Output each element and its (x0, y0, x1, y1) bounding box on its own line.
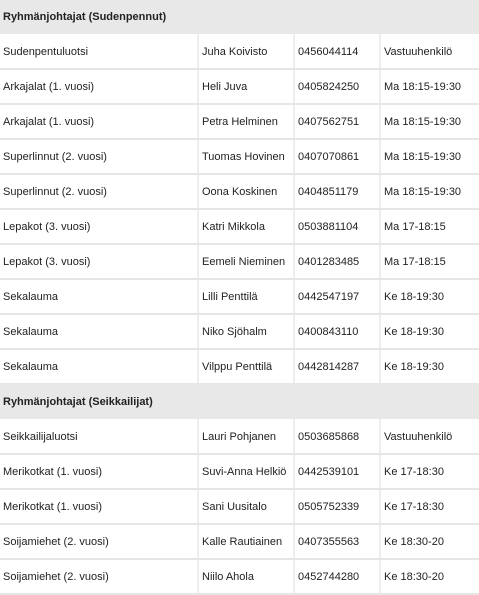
phone-cell: 0405824250 (294, 69, 380, 104)
table-row (0, 314, 479, 349)
meeting-time-cell: Ke 18:30-20 (380, 524, 479, 559)
group-cell: Lepakot (3. vuosi) (0, 209, 198, 244)
group-cell: Sekalauma (0, 314, 198, 349)
leader-cell: Suvi-Anna Helkiö (198, 454, 294, 489)
group-cell: Arkajalat (1. vuosi) (0, 69, 198, 104)
meeting-time-cell: Ke 17-18:30 (380, 454, 479, 489)
leader-cell: Niilo Ahola (198, 559, 294, 594)
meeting-time-cell: Ke 17-18:30 (380, 489, 479, 524)
group-cell: Sekalauma (0, 279, 198, 314)
leader-cell: Heli Juva (198, 69, 294, 104)
meeting-time-cell: Ma 18:15-19:30 (380, 174, 479, 209)
meeting-time-cell: Ke 18:30-20 (380, 559, 479, 594)
phone-cell: 0452744280 (294, 559, 380, 594)
table-row (0, 209, 479, 244)
group-cell: Merikotkat (1. vuosi) (0, 489, 198, 524)
table-row (0, 104, 479, 139)
meeting-time-cell: Ma 18:15-19:30 (380, 139, 479, 174)
table-row (0, 139, 479, 174)
group-cell: Lepakot (3. vuosi) (0, 244, 198, 279)
leader-cell: Lilli Penttilä (198, 279, 294, 314)
table-row (0, 174, 479, 209)
group-cell: Soijamiehet (2. vuosi) (0, 524, 198, 559)
table-row (0, 559, 479, 594)
meeting-time-cell: Vastuuhenkilö (380, 420, 479, 455)
leader-cell: Petra Helminen (198, 104, 294, 139)
section-header (0, 0, 479, 35)
group-cell: Superlinnut (2. vuosi) (0, 174, 198, 209)
phone-cell: 0442814287 (294, 349, 380, 384)
meeting-time-cell: Ma 18:15-19:30 (380, 69, 479, 104)
phone-cell: 0503881104 (294, 209, 380, 244)
meeting-time-cell: Ma 17-18:15 (380, 244, 479, 279)
phone-cell: 0442547197 (294, 279, 380, 314)
table-row (0, 524, 479, 559)
leader-cell: Kalle Rautiainen (198, 524, 294, 559)
phone-cell: 0442539101 (294, 454, 380, 489)
leader-cell: Eemeli Nieminen (198, 244, 294, 279)
group-cell: Merikotkat (1. vuosi) (0, 454, 198, 489)
section-header (0, 384, 479, 420)
table-row (0, 489, 479, 524)
table-row (0, 279, 479, 314)
phone-cell: 0407355563 (294, 524, 380, 559)
phone-cell: 0404851179 (294, 174, 380, 209)
section-title: Ryhmänjohtajat (Seikkailijat) (0, 384, 479, 420)
leader-cell: Katri Mikkola (198, 209, 294, 244)
group-cell: Seikkailijaluotsi (0, 420, 198, 455)
leader-cell: Tuomas Hovinen (198, 139, 294, 174)
table-row (0, 454, 479, 489)
meeting-time-cell: Ke 18-19:30 (380, 314, 479, 349)
meeting-time-cell: Ke 18-19:30 (380, 279, 479, 314)
leader-cell: Niko Sjöhalm (198, 314, 294, 349)
leader-cell: Juha Koivisto (198, 35, 294, 70)
table-row (0, 244, 479, 279)
leader-cell: Oona Koskinen (198, 174, 294, 209)
phone-cell: 0401283485 (294, 244, 380, 279)
phone-cell: 0505752339 (294, 489, 380, 524)
table-row (0, 35, 479, 70)
table-row (0, 420, 479, 455)
group-cell: Soijamiehet (2. vuosi) (0, 559, 198, 594)
phone-cell: 0456044114 (294, 35, 380, 70)
meeting-time-cell: Ma 18:15-19:30 (380, 104, 479, 139)
leader-cell: Lauri Pohjanen (198, 420, 294, 455)
group-cell: Sekalauma (0, 349, 198, 384)
phone-cell: 0407562751 (294, 104, 380, 139)
leader-cell: Vilppu Penttilä (198, 349, 294, 384)
meeting-time-cell: Ma 17-18:15 (380, 209, 479, 244)
table-row (0, 69, 479, 104)
meeting-time-cell: Vastuuhenkilö (380, 35, 479, 70)
group-cell: Sudenpentuluotsi (0, 35, 198, 70)
section-title: Ryhmänjohtajat (Sudenpennut) (0, 0, 479, 35)
group-cell: Arkajalat (1. vuosi) (0, 104, 198, 139)
table-row (0, 349, 479, 384)
group-cell: Superlinnut (2. vuosi) (0, 139, 198, 174)
phone-cell: 0400843110 (294, 314, 380, 349)
phone-cell: 0407070861 (294, 139, 380, 174)
leader-cell: Sani Uusitalo (198, 489, 294, 524)
phone-cell: 0503685868 (294, 420, 380, 455)
meeting-time-cell: Ke 18-19:30 (380, 349, 479, 384)
